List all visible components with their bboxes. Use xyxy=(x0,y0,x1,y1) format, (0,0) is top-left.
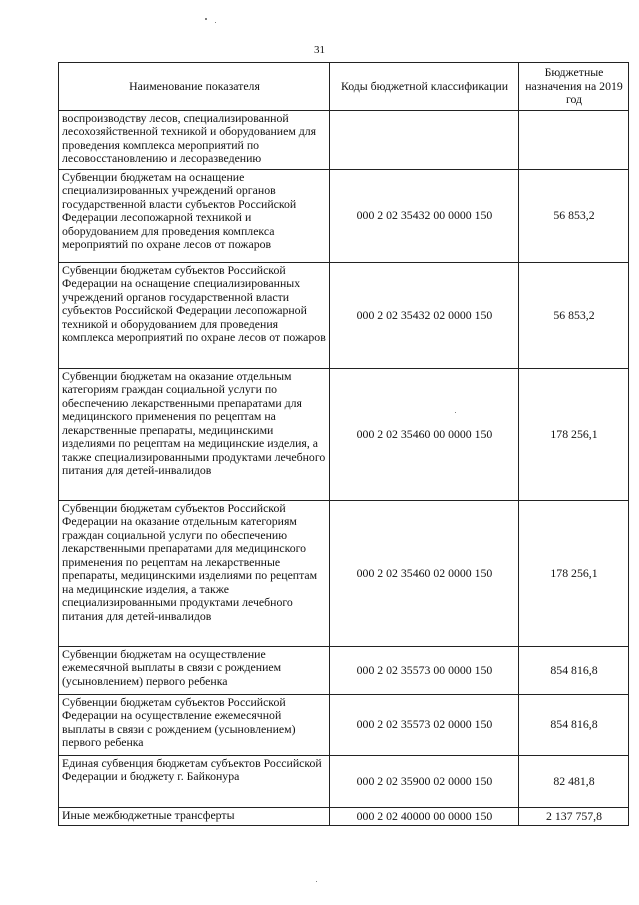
row-amount-cell xyxy=(519,111,629,170)
header-amount: Бюджетные назначения на 2019 год xyxy=(519,63,629,111)
row-name-cell: Субвенции бюджетам на оснащение специализированных учреждений органов государственной власти субъектов Российской Федерации лесопожарной техникой и оборудованием для проведения комплекса мероприятий по охране лесов от пожаров xyxy=(59,170,330,263)
row-code-cell: 000 2 02 35460 02 0000 150 xyxy=(330,501,519,647)
scan-speck xyxy=(205,18,207,20)
header-code: Коды бюджетной классификации xyxy=(330,63,519,111)
scan-speck xyxy=(215,22,216,23)
scan-speck xyxy=(455,412,456,413)
row-name-cell: Иные межбюджетные трансферты xyxy=(59,808,330,826)
table-row xyxy=(59,756,629,808)
row-amount-cell: 2 137 757,8 xyxy=(519,808,629,826)
header-name: Наименование показателя xyxy=(59,63,330,111)
row-amount-cell: 178 256,1 xyxy=(519,369,629,501)
row-name-cell: Субвенции бюджетам на оказание отдельным категориям граждан социальной услуги по обеспечению лекарственными препаратами для медицинского применения по рецептам на лекарственные препараты, медицинскими изделиями по рецептам на медицинские изделия, а также специализированными продуктами лечебного питания для детей-инвалидов xyxy=(59,369,330,501)
row-code-cell: 000 2 02 35900 02 0000 150 xyxy=(330,756,519,808)
row-amount-cell: 854 816,8 xyxy=(519,695,629,756)
table-row xyxy=(59,501,629,647)
row-code-cell: 000 2 02 35573 00 0000 150 xyxy=(330,647,519,695)
table-row xyxy=(59,369,629,501)
row-name-cell: Субвенции бюджетам субъектов Российской Федерации на оказание отдельным категориям граждан социальной услуги по обеспечению лекарственными препаратами для медицинского применения по рецептам на лекарственные препараты, медицинскими изделиями по рецептам на медицинские изделия, а также специализированными продуктами лечебного питания для детей-инвалидов xyxy=(59,501,330,647)
row-amount-cell: 56 853,2 xyxy=(519,263,629,369)
row-code-cell xyxy=(330,111,519,170)
row-name-cell: Субвенции бюджетам субъектов Российской Федерации на оснащение специализированных учреждений органов государственной власти субъектов Российской Федерации лесопожарной техникой и оборудованием для проведения комплекса мероприятий по охране лесов от пожаров xyxy=(59,263,330,369)
row-name-cell: Субвенции бюджетам на осуществление ежемесячной выплаты в связи с рождением (усыновлением) первого ребенка xyxy=(59,647,330,695)
table-row xyxy=(59,170,629,263)
budget-table xyxy=(58,62,629,826)
scan-speck xyxy=(316,881,317,882)
table-row xyxy=(59,111,629,170)
row-code-cell: 000 2 02 35432 02 0000 150 xyxy=(330,263,519,369)
row-code-cell: 000 2 02 40000 00 0000 150 xyxy=(330,808,519,826)
table-header-row xyxy=(59,63,629,111)
row-amount-cell: 854 816,8 xyxy=(519,647,629,695)
row-name-cell: Единая субвенция бюджетам субъектов Российской Федерации и бюджету г. Байконура xyxy=(59,756,330,808)
row-name-cell: воспроизводству лесов, специализированной лесохозяйственной техникой и оборудованием для проведения комплекса мероприятий по лесовосстановлению и лесоразведению xyxy=(59,111,330,170)
row-amount-cell: 56 853,2 xyxy=(519,170,629,263)
table-row xyxy=(59,695,629,756)
row-amount-cell: 178 256,1 xyxy=(519,501,629,647)
row-amount-cell: 82 481,8 xyxy=(519,756,629,808)
table-row xyxy=(59,808,629,826)
row-code-cell: 000 2 02 35432 00 0000 150 xyxy=(330,170,519,263)
row-code-cell: 000 2 02 35573 02 0000 150 xyxy=(330,695,519,756)
row-name-cell: Субвенции бюджетам субъектов Российской Федерации на осуществление ежемесячной выплаты в связи с рождением (усыновлением) первого ребенка xyxy=(59,695,330,756)
page-number: 31 xyxy=(314,44,325,56)
row-code-cell: 000 2 02 35460 00 0000 150 xyxy=(330,369,519,501)
table-row xyxy=(59,647,629,695)
table-row xyxy=(59,263,629,369)
